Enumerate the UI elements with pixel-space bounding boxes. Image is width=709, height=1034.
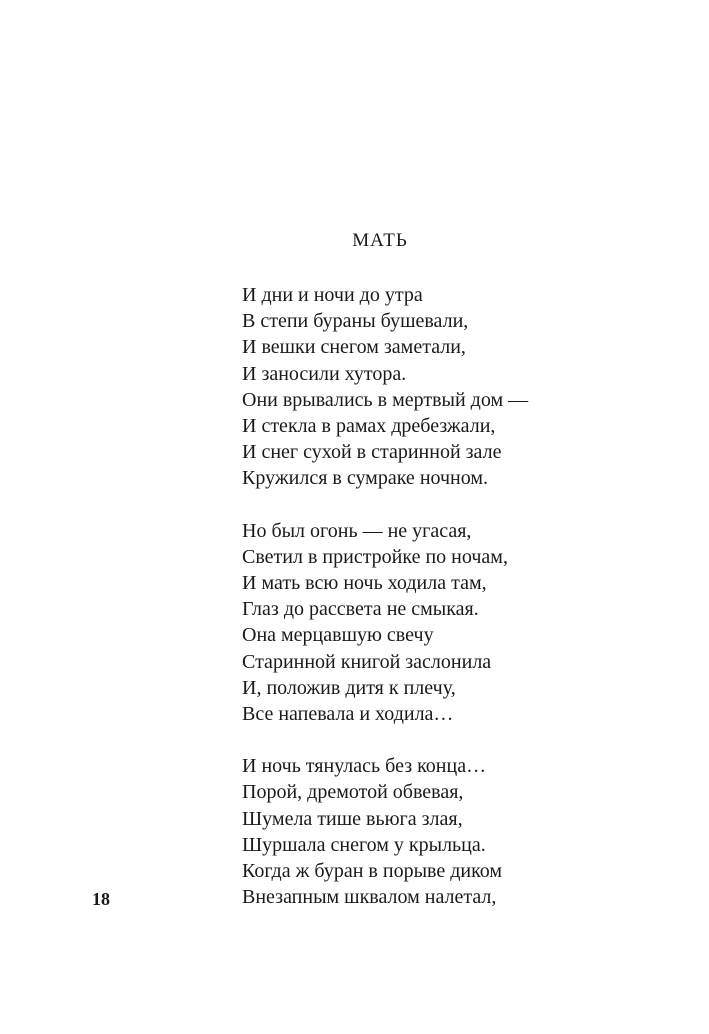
poem-line: И вешки снегом заметали, — [242, 336, 466, 359]
stanza-3 — [242, 753, 682, 910]
poem-line: И мать всю ночь ходила там, — [242, 572, 487, 595]
stanza-1 — [242, 282, 682, 492]
poem-line: Шумела тише вьюга злая, — [242, 807, 463, 830]
poem-line: Глаз до рассвета не смыкая. — [242, 598, 479, 621]
poem-line: В степи бураны бушевали, — [242, 310, 469, 333]
poem-line: И ночь тянулась без конца… — [242, 755, 487, 778]
stanza-2 — [242, 518, 682, 728]
poem-line: И стекла в рамах дребезжали, — [242, 415, 496, 438]
poem-line: Светил в пристройке по ночам, — [242, 545, 508, 568]
poem-line: И, положив дитя к плечу, — [242, 676, 456, 699]
poem-body — [242, 282, 682, 936]
poem-line: Кружился в сумраке ночном. — [242, 467, 489, 490]
poem-line: Она мерцавшую свечу — [242, 624, 434, 647]
poem-title: МАТЬ — [352, 230, 408, 251]
poem-line: Все напевала и ходила… — [242, 703, 454, 726]
poem-line: И снег сухой в старинной зале — [242, 441, 502, 464]
poem-line: И заносили хутора. — [242, 362, 407, 385]
poem-line: И дни и ночи до утра — [242, 284, 423, 306]
poem-line: Внезапным шквалом налетал, — [242, 886, 497, 909]
poem-line: Старинной книгой заслонила — [242, 650, 492, 673]
poem-line: Они врывались в мертвый дом — — [242, 388, 529, 411]
poem-line: Когда ж буран в порыве диком — [242, 860, 503, 883]
poem-line: Шуршала снегом у крыльца. — [242, 833, 486, 856]
page-number: 18 — [92, 889, 110, 909]
poem-line: Но был огонь — не угасая, — [242, 519, 472, 542]
poem-line: Порой, дремотой обвевая, — [242, 781, 464, 804]
